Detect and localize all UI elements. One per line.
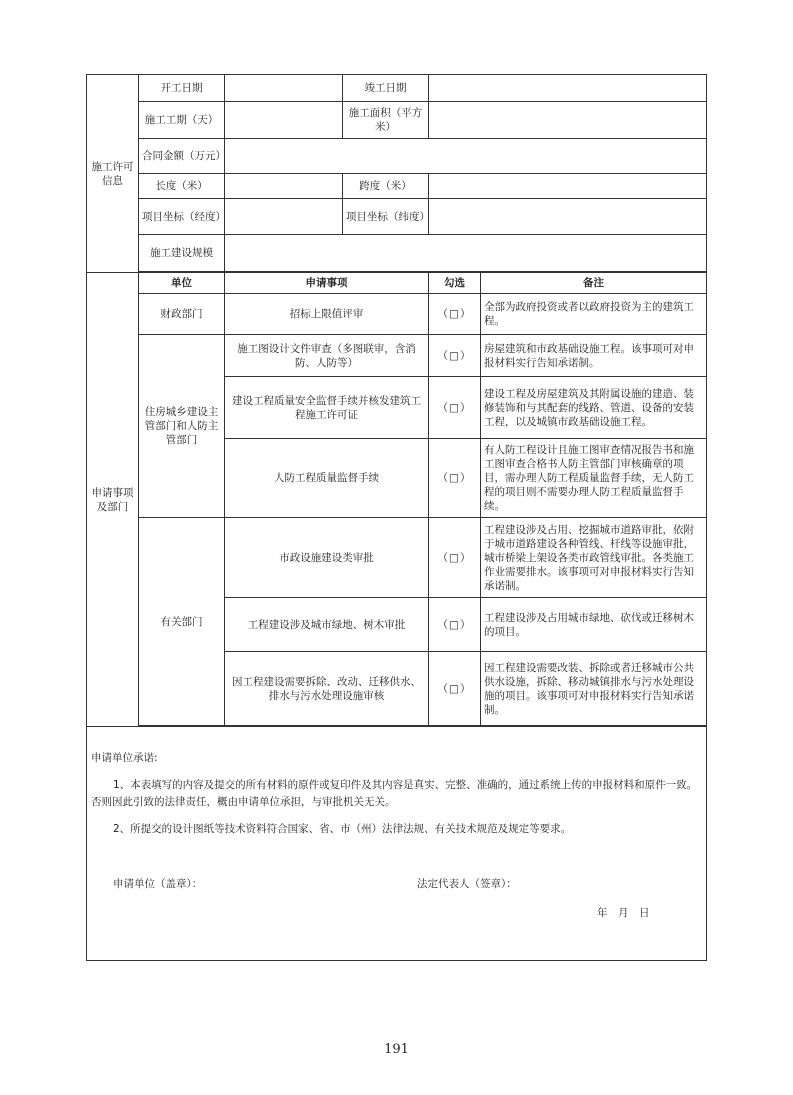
page-number: 191 xyxy=(384,1042,409,1057)
dept-related: 有关部门 xyxy=(139,518,225,726)
item-label: 施工图设计文件审查（多图联审，含消防、人防等） xyxy=(225,335,429,377)
item-label: 招标上限值评审 xyxy=(225,294,429,335)
span-field[interactable] xyxy=(429,174,707,199)
item-note: 房屋建筑和市政基础设施工程。该事项可对申报材料实行告知承诺制。 xyxy=(481,335,707,377)
pledge-section xyxy=(87,727,707,961)
permit-section-label: 施工许可信息 xyxy=(87,75,139,273)
legal-representative-label: 法定代表人（签章）： xyxy=(417,878,517,890)
contract-amount-label: 合同金额（万元） xyxy=(139,139,225,174)
contract-amount-field[interactable] xyxy=(225,139,707,174)
area-field[interactable] xyxy=(429,102,707,139)
span-label: 跨度（米） xyxy=(343,174,429,199)
start-date-field[interactable] xyxy=(225,75,343,102)
header-note: 备注 xyxy=(481,273,707,294)
applicant-seal-label: 申请单位（盖章）： xyxy=(113,878,203,890)
duration-field[interactable] xyxy=(225,102,343,139)
duration-label: 施工工期（天） xyxy=(139,102,225,139)
item-label: 因工程建设需要拆除、改动、迁移供水、排水与污水处理设施审核 xyxy=(225,652,429,726)
pledge-item-2: 2、所提交的设计图纸等技术资料符合国家、省、市（州）法律法规、有关技术规范及规定等要求。 xyxy=(113,823,572,835)
item-note: 工程建设涉及占用城市绿地、砍伐或迁移树木的项目。 xyxy=(481,598,707,652)
length-label: 长度（米） xyxy=(139,174,225,199)
end-date-label: 竣工日期 xyxy=(343,75,429,102)
scale-label: 施工建设规模 xyxy=(139,235,225,272)
scale-field[interactable] xyxy=(225,235,707,272)
item-checkbox[interactable]: （□） xyxy=(429,377,481,439)
latitude-label: 项目坐标（纬度） xyxy=(343,199,429,235)
item-label: 工程建设涉及城市绿地、树木审批 xyxy=(225,598,429,652)
item-label: 人防工程质量监督手续 xyxy=(225,439,429,518)
latitude-field[interactable] xyxy=(429,199,707,235)
item-label: 市政设施建设类审批 xyxy=(225,518,429,598)
item-checkbox[interactable]: （□） xyxy=(429,294,481,335)
item-note: 全部为政府投资或者以政府投资为主的建筑工程。 xyxy=(481,294,707,335)
dept-finance: 财政部门 xyxy=(139,294,225,335)
item-note: 建设工程及房屋建筑及其附属设施的建造、装修装饰和与其配套的线路、管道、设备的安装工程，以及城镇市政基础设施工程。 xyxy=(481,377,707,439)
item-checkbox[interactable]: （□） xyxy=(429,598,481,652)
item-checkbox[interactable]: （□） xyxy=(429,652,481,726)
end-date-field[interactable] xyxy=(429,75,707,102)
area-label: 施工面积（平方米） xyxy=(343,102,429,139)
header-item: 申请事项 xyxy=(225,273,429,294)
pledge-title: 申请单位承诺: xyxy=(91,752,158,764)
application-form-table xyxy=(86,74,707,961)
length-field[interactable] xyxy=(225,174,343,199)
date-label: 年 月 日 xyxy=(597,907,650,919)
item-checkbox[interactable]: （□） xyxy=(429,518,481,598)
header-unit: 单位 xyxy=(139,273,225,294)
item-note: 有人防工程设计且施工图审查情况报告书和施工图审查合格书人防主管部门审核确章的项目，需办理人防工程质量监督手续，无人防工程的项目则不需要办理人防工程质量监督手续。 xyxy=(481,439,707,518)
item-checkbox[interactable]: （□） xyxy=(429,439,481,518)
pledge-item-1: 1、本表填写的内容及提交的所有材料的原件或复印件及其内容是真实、完整、准确的，通过系统上传的申报材料和原件一致。否则因此引致的法律责任，概由申请单位承担，与审批机关无关。 xyxy=(91,779,698,808)
header-check: 勾选 xyxy=(429,273,481,294)
item-note: 工程建设涉及占用、挖掘城市道路审批，依附于城市道路建设各种管线、杆线等设施审批，城市桥梁上架设各类市政管线审批。各类施工作业需要排水。该事项可对申报材料实行告知承诺制。 xyxy=(481,518,707,598)
apply-section-label: 申请事项及部门 xyxy=(87,273,139,727)
dept-housing: 住房城乡建设主管部门和人防主管部门 xyxy=(139,335,225,518)
longitude-label: 项目坐标（经度） xyxy=(139,199,225,235)
item-note: 因工程建设需要改装、拆除或者迁移城市公共供水设施，拆除、移动城镇排水与污水处理设施的项目。该事项可对申报材料实行告知承诺制。 xyxy=(481,652,707,726)
longitude-field[interactable] xyxy=(225,199,343,235)
item-checkbox[interactable]: （□） xyxy=(429,335,481,377)
start-date-label: 开工日期 xyxy=(139,75,225,102)
item-label: 建设工程质量安全监督手续并核发建筑工程施工许可证 xyxy=(225,377,429,439)
